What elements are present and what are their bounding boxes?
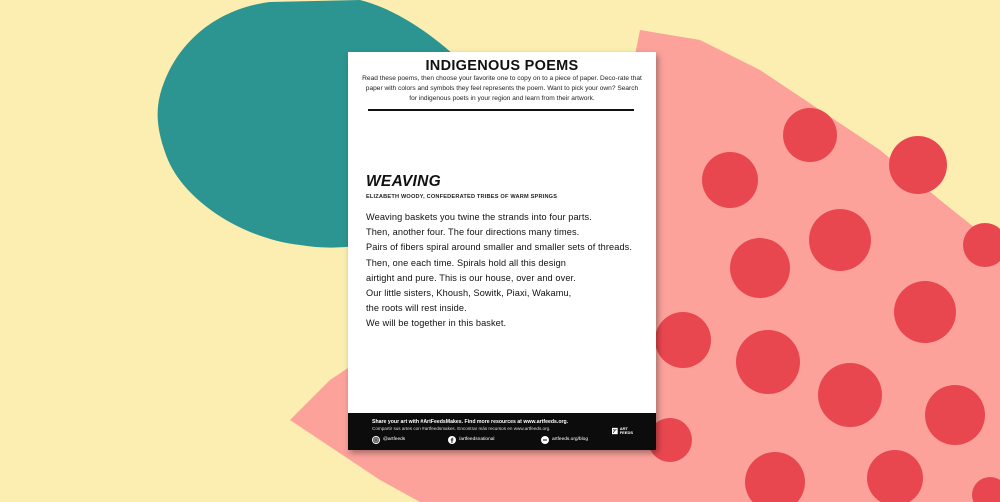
footer-share-text: Share your art with #ArtFeedsMakes. Find more resources at www.artfeeds.org.: [372, 419, 569, 425]
instagram-icon: [372, 436, 380, 444]
poem-line: Our little sisters, Khoush, Sowitk, Piaxi, Wakamu,: [366, 288, 572, 299]
card-intro: Read these poems, then choose your favorite one to copy on to a piece of paper. Deco-rate that paper with colors and symbols they feel represents the poem. Want to pick your own? Search for indigenous poets in your region and learn from their artwork.: [362, 75, 642, 102]
facebook-icon: [448, 436, 456, 444]
blog-link[interactable]: [541, 435, 588, 444]
art-feeds-logo-icon: [612, 426, 618, 436]
poem-line: Weaving baskets you twine the strands into four parts.: [366, 212, 592, 222]
poem-line: Then, one each time. Spirals hold all this design: [366, 257, 566, 268]
poem-title: WEAVING: [366, 173, 442, 190]
poem-body: [366, 210, 651, 332]
art-feeds-logo: [612, 424, 634, 438]
card-title: INDIGENOUS POEMS: [425, 58, 579, 74]
art-feeds-logo-text: ART FEEDS: [619, 425, 634, 435]
blog-icon: [541, 436, 549, 444]
poem-line: the roots will rest inside.: [366, 303, 467, 314]
facebook-link[interactable]: [448, 435, 494, 444]
poem-author: ELIZABETH WOODY, CONFEDERATED TRIBES OF WARM SPRINGS: [366, 194, 558, 200]
poem-card: [348, 52, 656, 450]
facebook-handle: /artfeedsnational: [459, 437, 495, 442]
poem-line: airtight and pure. This is our house, over and over.: [366, 272, 576, 283]
instagram-link[interactable]: [372, 435, 405, 444]
card-footer: [348, 413, 656, 450]
poem-line: Then, another four. The four directions many times.: [366, 227, 580, 238]
divider: [368, 109, 634, 111]
instagram-handle: @artfeeds: [383, 437, 406, 442]
blog-url: artfeeds.org/blog: [552, 437, 589, 442]
footer-share-text-spanish: Compartir sus artes con #artfeedsmakes. Encontrar más recursos en www.artfeeds.org.: [372, 426, 551, 431]
poem-line: We will be together in this basket.: [366, 318, 507, 329]
poem-line: Pairs of fibers spiral around smaller and smaller sets of threads.: [366, 242, 633, 253]
